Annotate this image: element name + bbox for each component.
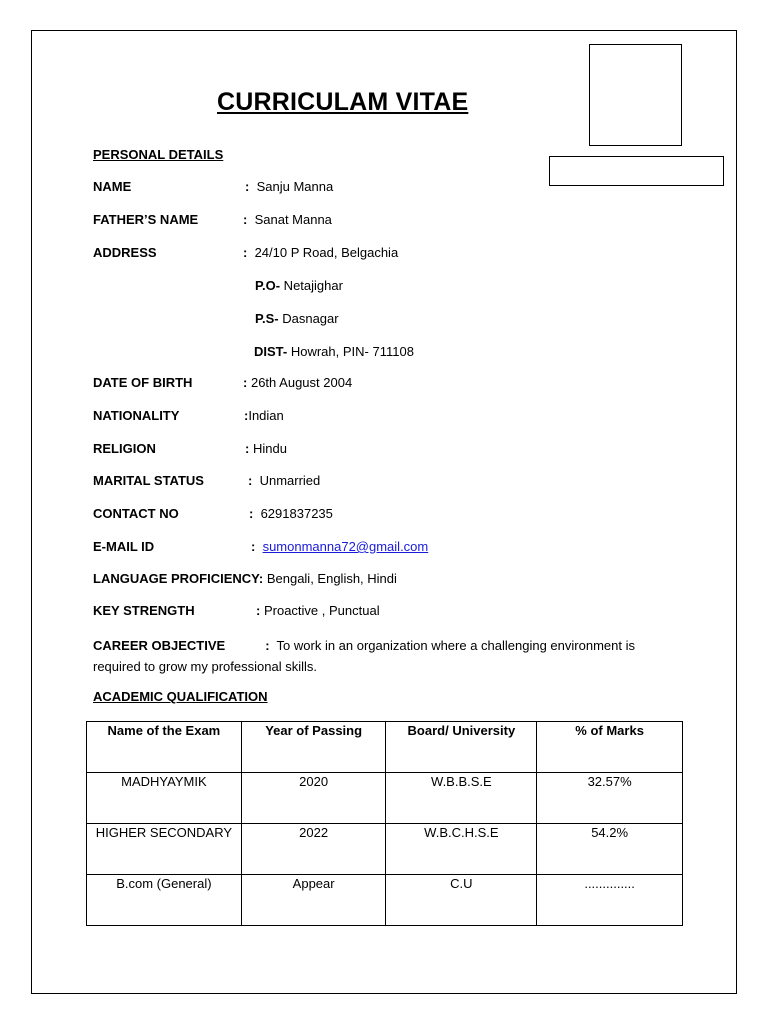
cell-marks: 32.57% xyxy=(537,773,683,824)
address-label: ADDRESS xyxy=(93,245,157,260)
cell-board: W.B.B.S.E xyxy=(386,773,537,824)
key-strength-label: KEY STRENGTH xyxy=(93,603,195,618)
key-strength-row-value: : Proactive , Punctual xyxy=(256,603,380,618)
document-title: CURRICULAM VITAE xyxy=(217,88,469,116)
cell-year: 2020 xyxy=(241,773,386,824)
address-dist xyxy=(254,344,414,360)
address-po xyxy=(255,278,343,294)
contact-label: CONTACT NO xyxy=(93,506,179,521)
career-objective: CAREER OBJECTIVE : To work in an organization where a challenging environment is required to grow my professional skills. xyxy=(93,638,635,674)
ps-value: Dasnagar xyxy=(278,311,339,326)
address-row-value: : 24/10 P Road, Belgachia xyxy=(243,245,399,260)
cell-board: C.U xyxy=(386,875,537,926)
signature-box xyxy=(549,156,724,186)
dist-label: DIST- xyxy=(254,344,288,359)
name-row-value: : Sanju Manna xyxy=(245,179,334,194)
key-strength-value: Proactive , Punctual xyxy=(263,603,380,618)
email-label: E-MAIL ID xyxy=(93,539,155,554)
dob-value: 26th August 2004 xyxy=(250,375,353,390)
father-name-row-value: : Sanat Manna xyxy=(243,212,332,227)
nationality-row-value: :Indian xyxy=(244,408,284,423)
table-row xyxy=(87,824,683,875)
cell-year: Appear xyxy=(241,875,386,926)
marital-status-label: MARITAL STATUS xyxy=(93,473,204,488)
cell-exam: B.com (General) xyxy=(87,875,242,926)
header-year: Year of Passing xyxy=(241,722,386,773)
cell-year: 2022 xyxy=(241,824,386,875)
header-marks: % of Marks xyxy=(537,722,683,773)
cell-exam: MADHYAYMIK xyxy=(87,773,242,824)
religion-row-value: : Hindu xyxy=(245,441,287,456)
career-objective-label: CAREER OBJECTIVE xyxy=(93,638,226,653)
name-label: NAME xyxy=(93,179,132,194)
contact-value: 6291837235 xyxy=(260,506,333,521)
cell-exam: HIGHER SECONDARY xyxy=(87,824,242,875)
personal-details-heading: PERSONAL DETAILS xyxy=(93,147,224,162)
header-exam: Name of the Exam xyxy=(87,722,242,773)
header-board: Board/ University xyxy=(386,722,537,773)
dob-label: DATE OF BIRTH xyxy=(93,375,193,390)
table-row xyxy=(87,875,683,926)
career-objective-value: To work in an organization where a challenging environment is required to grow my professional skills. xyxy=(93,638,635,674)
father-name-label: FATHER’S NAME xyxy=(93,212,199,227)
table-header-row xyxy=(87,722,683,773)
father-name-value: Sanat Manna xyxy=(254,212,332,227)
religion-label: RELIGION xyxy=(93,441,156,456)
nationality-value: Indian xyxy=(248,408,284,423)
cell-marks: .............. xyxy=(537,875,683,926)
language-value: Bengali, English, Hindi xyxy=(263,571,397,586)
photo-box xyxy=(589,44,682,146)
cell-marks: 54.2% xyxy=(537,824,683,875)
po-value: Netajighar xyxy=(280,278,343,293)
dob-row-value: : 26th August 2004 xyxy=(243,375,353,390)
marital-row-value: : Unmarried xyxy=(248,473,321,488)
email-link[interactable]: sumonmanna72@gmail.com xyxy=(262,539,429,554)
cell-board: W.B.C.H.S.E xyxy=(386,824,537,875)
ps-label: P.S- xyxy=(255,311,279,326)
dist-value: Howrah, PIN- 711108 xyxy=(287,344,414,359)
language-label: LANGUAGE PROFICIENCY: xyxy=(93,571,264,586)
name-value: Sanju Manna xyxy=(256,179,334,194)
religion-value: Hindu xyxy=(252,441,287,456)
academic-qualification-heading: ACADEMIC QUALIFICATION xyxy=(93,689,268,704)
address-line1: 24/10 P Road, Belgachia xyxy=(254,245,399,260)
address-ps xyxy=(255,311,339,327)
language-row xyxy=(93,571,397,587)
academic-table xyxy=(86,721,683,926)
table-row xyxy=(87,773,683,824)
nationality-label: NATIONALITY xyxy=(93,408,180,423)
email-row-value: : sumonmanna72@gmail.com xyxy=(251,539,429,554)
marital-status-value: Unmarried xyxy=(259,473,321,488)
contact-row-value: : 6291837235 xyxy=(249,506,333,521)
po-label: P.O- xyxy=(255,278,281,293)
